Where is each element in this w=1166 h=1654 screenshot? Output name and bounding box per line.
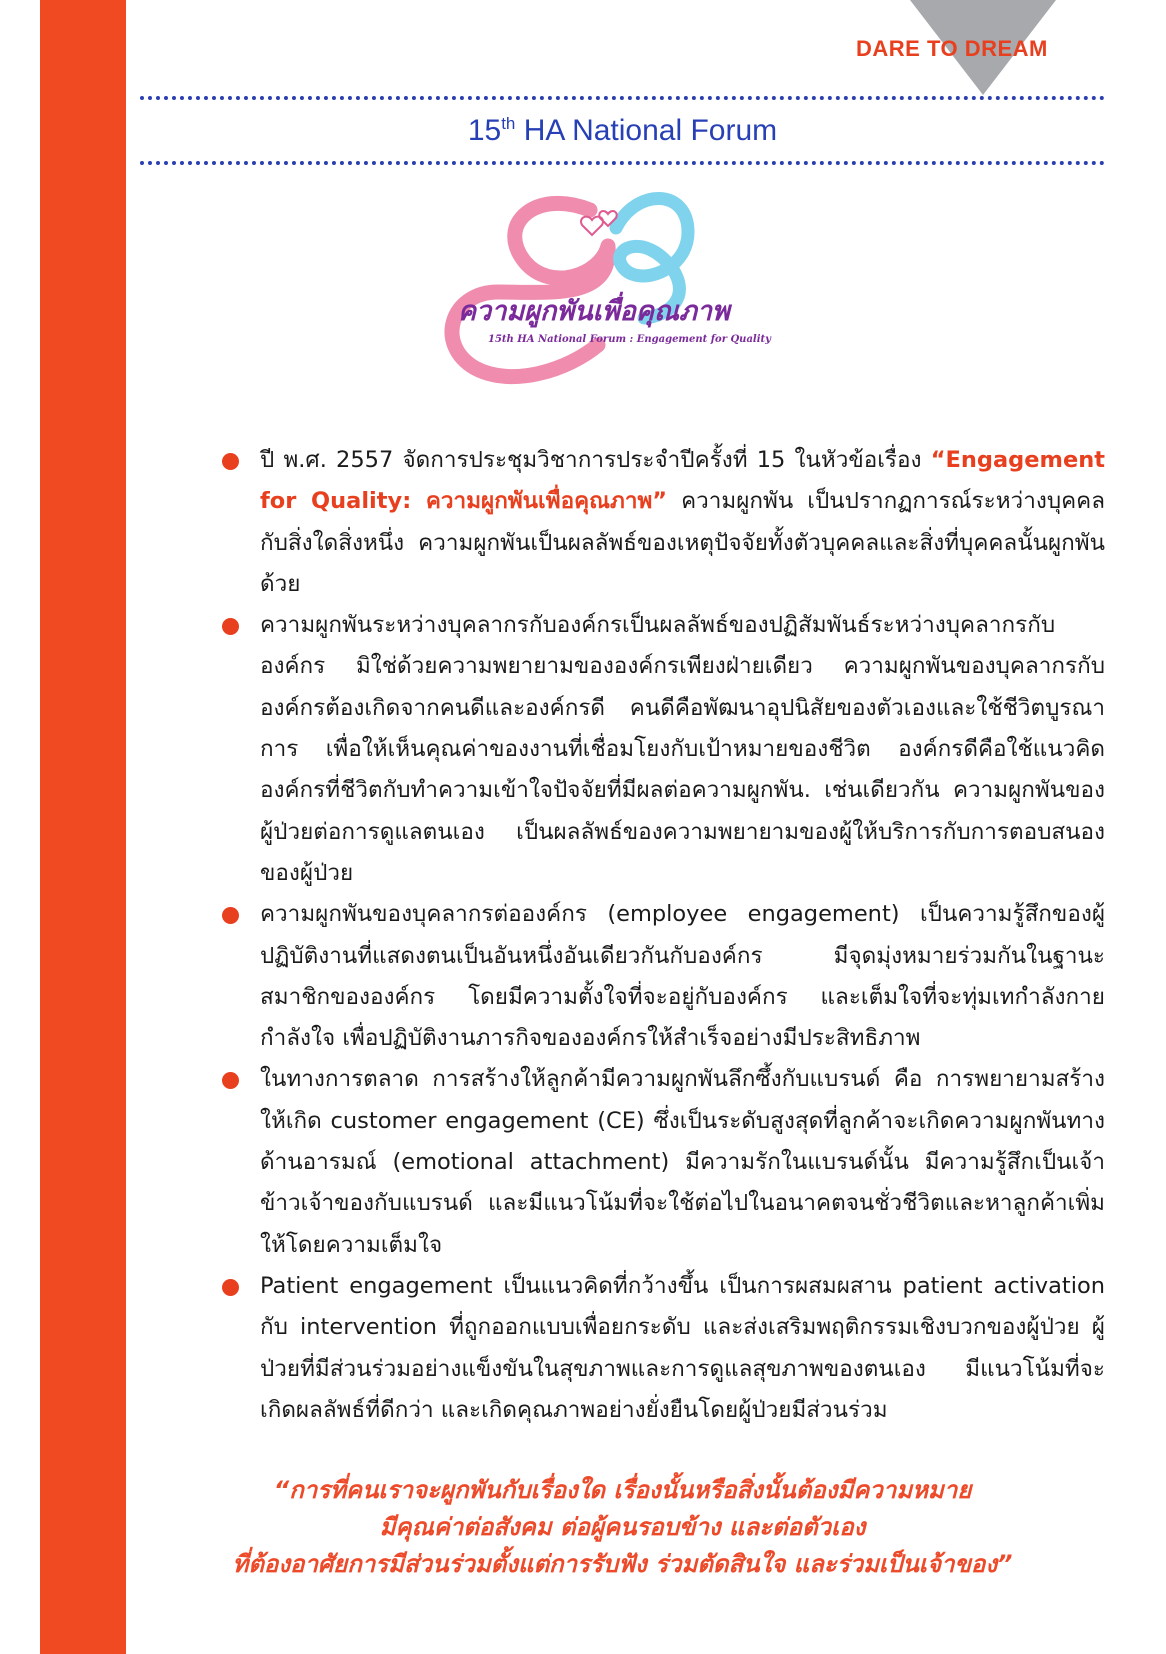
top-dotted-divider bbox=[140, 96, 1105, 100]
forum-title-text: HA National Forum bbox=[515, 114, 778, 147]
bullet-dot-icon bbox=[222, 907, 239, 924]
forum-title-ordinal: th bbox=[501, 114, 516, 133]
tagline: DARE TO DREAM bbox=[856, 36, 1048, 61]
list-item bbox=[220, 1059, 1105, 1265]
bullet-text: Patient engagement เป็นแนวคิดที่กว้างขึ้น เป็นการผสมผสาน patient activation กับ intervention ที่ถูกออกแบบเพื่อยกระดับ และส่งเสริมพฤติกรรมเชิงบวกของผู้ป่วย ผู้ป่วยที่มีส่วนร่วมอย่างแข็งขันในสุขภาพและการดูแลสุขภาพของตนเอง มีแนวโน้มที่จะเกิดผลลัพธ์ที่ดีกว่า และเกิดคุณภาพอย่างยั่งยืนโดยผู้ป่วยมีส่วนร่วม bbox=[260, 1272, 1105, 1423]
bullet-text: ความผูกพันของบุคลากรต่อองค์กร (employee engagement) เป็นความรู้สึกของผู้ปฏิบัติงานที่แสดงตนเป็นอันหนึ่งอันเดียวกันกับองค์กร มีจุดมุ่งหมายร่วมกันในฐานะสมาชิกขององค์กร โดยมีความตั้งใจที่จะอยู่กับองค์กร และเต็มใจที่จะทุ่มเทกำลังกาย กำลังใจ เพื่อปฏิบัติงานภารกิจขององค์กรให้สำเร็จอย่างมีประสิทธิภาพ bbox=[260, 901, 1105, 1052]
logo-thai-title: ความผูกพันเพื่อคุณภาพ bbox=[458, 296, 730, 327]
forum-title bbox=[140, 114, 1105, 148]
list-item bbox=[220, 605, 1105, 894]
list-item bbox=[220, 440, 1105, 605]
logo-subtitle: 15th HA National Forum : Engagement for Quality bbox=[488, 334, 771, 345]
left-accent-bar bbox=[40, 0, 126, 1654]
heart-icon bbox=[581, 217, 603, 235]
bottom-dotted-divider bbox=[140, 161, 1105, 165]
bullet-highlight: “Engagement for Quality: ความผูกพันเพื่อคุณภาพ” bbox=[260, 447, 1105, 515]
bullet-dot-icon bbox=[222, 1279, 239, 1296]
list-item bbox=[220, 1266, 1105, 1431]
bullet-text: ความผูกพันระหว่างบุคลากรกับองค์กรเป็นผลลัพธ์ของปฏิสัมพันธ์ระหว่างบุคลากรกับองค์กร มิใช่ด้วยความพยายามขององค์กรเพียงฝ่ายเดียว ความผูกพันของบุคลากรกับองค์กรต้องเกิดจากคนดีและองค์กรดี คนดีคือพัฒนาอุปนิสัยของตัวเองและใช้ชีวิตบูรณาการ เพื่อให้เห็นคุณค่าของงานที่เชื่อมโยงกับเป้าหมายของชีวิต องค์กรดีคือใช้แนวคิดองค์กรที่ชีวิตกับทำความเข้าใจปัจจัยที่มีผลต่อความผูกพัน. เช่นเดียวกัน ความผูกพันของผู้ป่วยต่อการดูแลตนเอง เป็นผลลัพธ์ของความพยายามของผู้ให้บริการกับการตอบสนองของผู้ป่วย bbox=[260, 612, 1105, 886]
closing-quote bbox=[140, 1472, 1105, 1583]
quote-line-1: “การที่คนเราจะผูกพันกับเรื่องใด เรื่องนั้นหรือสิ่งนั้นต้องมีความหมาย bbox=[273, 1476, 972, 1504]
bullet-dot-icon bbox=[222, 453, 239, 470]
bullet-text: ในทางการตลาด การสร้างให้ลูกค้ามีความผูกพันลึกซึ้งกับแบรนด์ คือ การพยายามสร้างให้เกิด customer engagement (CE) ซึ่งเป็นระดับสูงสุดที่ลูกค้าจะเกิดความผูกพันทางด้านอารมณ์ (emotional attachment) มีความรักในแบรนด์นั้น มีความรู้สึกเป็นเจ้าข้าวเจ้าของกับแบรนด์ และมีแนวโน้มที่จะใช้ต่อไปในอนาคตจนชั่วชีวิตและหาลูกค้าเพิ่มให้โดยความเต็มใจ bbox=[260, 1066, 1105, 1258]
list-item bbox=[220, 894, 1105, 1059]
quote-line-2: มีคุณค่าต่อสังคม ต่อผู้คนรอบข้าง และต่อตัวเอง bbox=[379, 1513, 866, 1541]
bullet-dot-icon bbox=[222, 618, 239, 635]
quote-line-3: ที่ต้องอาศัยการมีส่วนร่วมตั้งแต่การรับฟัง ร่วมตัดสินใจ และร่วมเป็นเจ้าของ” bbox=[232, 1550, 1013, 1578]
logo-numeral-one bbox=[452, 203, 608, 376]
bullet-list bbox=[220, 440, 1105, 1431]
bullet-text-continued: ความผูกพัน เป็นปรากฏการณ์ระหว่างบุคคลกับสิ่งใดสิ่งหนึ่ง ความผูกพันเป็นผลลัพธ์ของเหตุปัจจัยทั้งตัวบุคคลและสิ่งที่บุคคลนั้นผูกพันด้วย bbox=[260, 488, 1105, 597]
bullet-text: ปี พ.ศ. 2557 จัดการประชุมวิชาการประจำปีครั้งที่ 15 ในหัวข้อเรื่อง bbox=[260, 447, 931, 473]
forum-title-number: 15 bbox=[467, 114, 502, 147]
forum-logo bbox=[440, 180, 820, 410]
bullet-dot-icon bbox=[222, 1072, 239, 1089]
